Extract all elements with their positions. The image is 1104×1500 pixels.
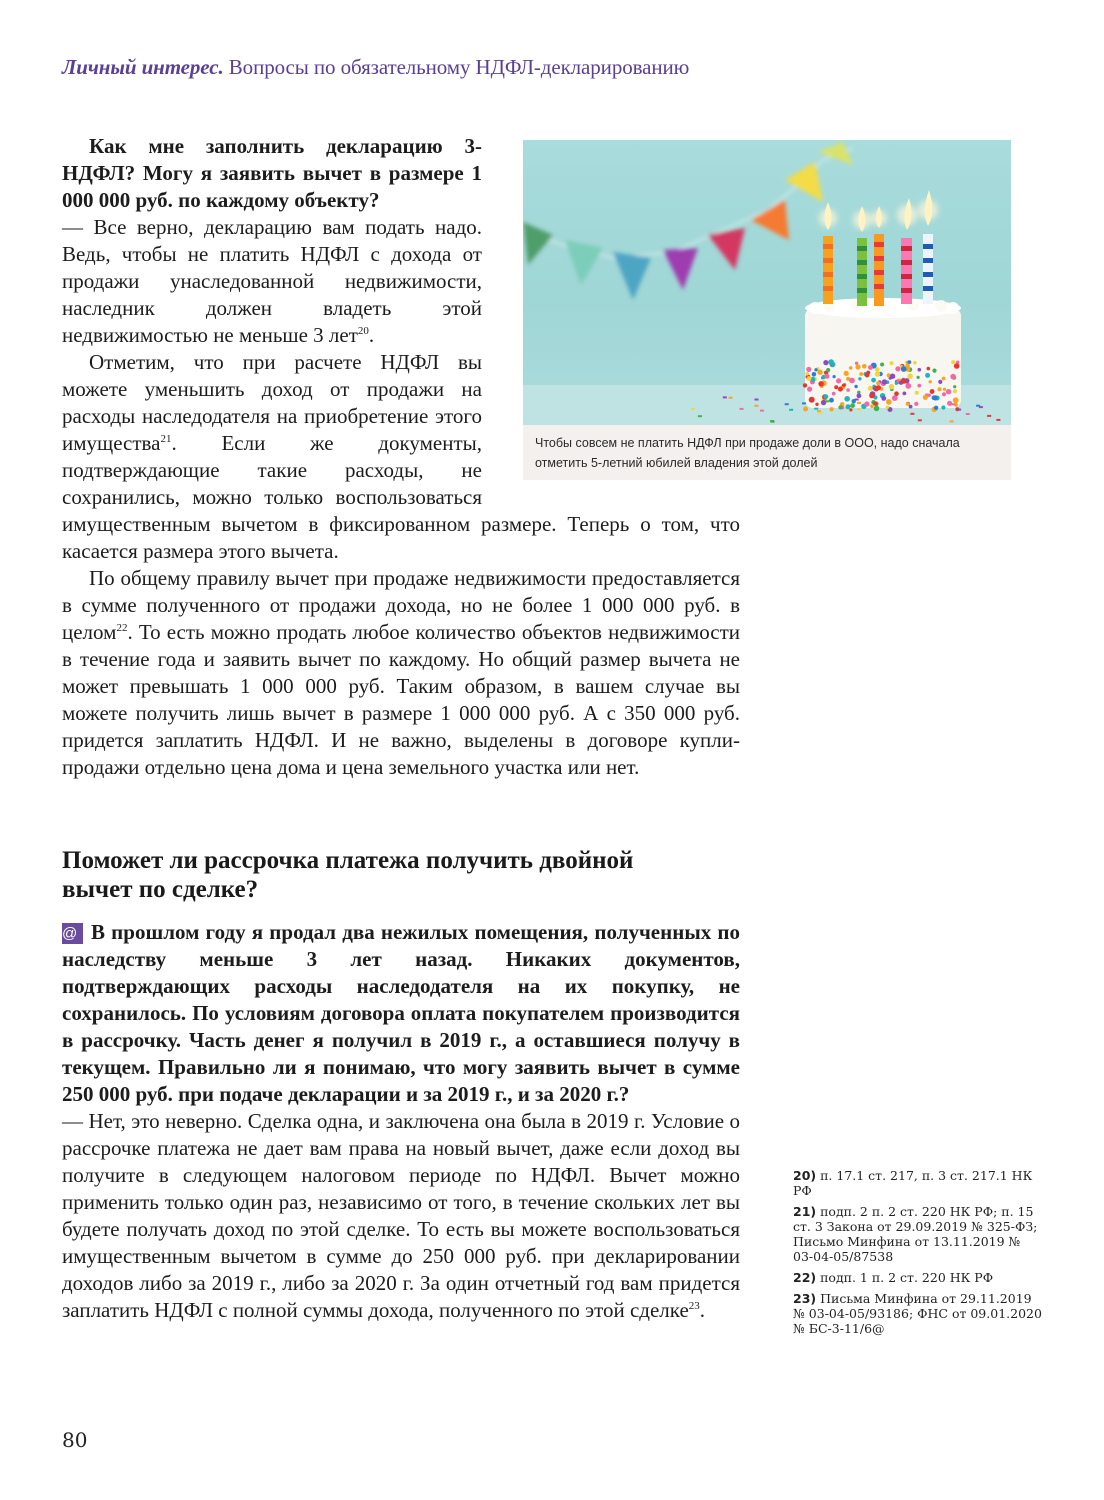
table-sprinkle bbox=[814, 408, 818, 410]
sprinkle bbox=[880, 363, 884, 367]
sprinkle bbox=[941, 405, 945, 409]
sprinkle bbox=[905, 383, 911, 389]
sprinkle bbox=[807, 387, 812, 392]
footnote-20 bbox=[793, 1168, 1043, 1198]
sprinkle bbox=[886, 406, 889, 409]
sprinkle bbox=[849, 408, 852, 411]
sprinkle bbox=[806, 367, 811, 372]
table-sprinkle bbox=[802, 402, 806, 404]
qa1-question: Как мне заполнить декларацию 3-НДФЛ? Могу я заявить вычет в размере 1 000 000 руб. по каждому объекту? bbox=[62, 134, 482, 212]
sprinkle bbox=[849, 378, 855, 384]
sprinkle bbox=[868, 365, 873, 370]
page-number: 80 bbox=[62, 1428, 88, 1452]
sprinkle bbox=[917, 384, 921, 388]
sprinkle bbox=[908, 360, 912, 364]
footnote-ref-20[interactable]: 20 bbox=[357, 325, 369, 337]
qa2 bbox=[62, 919, 740, 1324]
table-sprinkle bbox=[855, 399, 859, 401]
sprinkle bbox=[870, 404, 874, 408]
sprinkle bbox=[842, 384, 845, 387]
sprinkle bbox=[943, 388, 946, 391]
sprinkle bbox=[803, 383, 807, 387]
qa1-answer-p3 bbox=[62, 565, 740, 781]
sprinkle bbox=[954, 363, 960, 369]
sprinkle bbox=[859, 372, 863, 376]
sprinkle bbox=[871, 378, 876, 383]
sprinkle bbox=[824, 394, 829, 399]
sprinkle bbox=[815, 403, 818, 406]
sprinkle bbox=[876, 385, 881, 390]
sprinkle bbox=[915, 391, 919, 395]
table-sprinkle bbox=[818, 412, 822, 414]
sprinkle bbox=[807, 376, 812, 381]
footnote-23 bbox=[793, 1291, 1043, 1336]
sprinkle bbox=[929, 380, 932, 383]
table-sprinkle bbox=[755, 399, 759, 401]
footnote-number: 21) bbox=[793, 1204, 817, 1219]
candles bbox=[823, 234, 933, 306]
sprinkle bbox=[938, 380, 942, 384]
qa1-answer-p1-text: — Все верно, декларацию вам подать надо. Ведь, чтобы не платить НДФЛ с дохода от продажи унаследованной недвижимости, наследник должен владеть этой недвижимостью не меньше 3 лет bbox=[62, 215, 482, 347]
sprinkle bbox=[906, 402, 910, 406]
sprinkle bbox=[918, 368, 922, 372]
table-sprinkle bbox=[996, 419, 1000, 421]
sprinkle bbox=[909, 405, 913, 409]
table-sprinkle bbox=[910, 413, 914, 415]
sprinkle bbox=[875, 371, 880, 376]
sprinkle bbox=[927, 367, 931, 371]
footnote-ref-21[interactable]: 21 bbox=[160, 433, 172, 445]
sprinkle bbox=[814, 368, 817, 371]
sprinkle bbox=[850, 403, 855, 408]
table-sprinkle bbox=[754, 405, 758, 407]
table-sprinkle bbox=[789, 409, 793, 411]
sprinkle bbox=[890, 374, 895, 379]
running-head-section: Личный интерес. bbox=[62, 55, 224, 79]
sprinkle bbox=[828, 359, 834, 365]
sprinkle bbox=[892, 395, 898, 401]
sprinkle bbox=[895, 366, 900, 371]
sprinkle bbox=[811, 377, 815, 381]
table-sprinkle bbox=[950, 420, 954, 422]
sprinkle bbox=[889, 384, 894, 389]
sprinkle bbox=[895, 382, 898, 385]
sprinkle bbox=[817, 370, 822, 375]
sprinkle bbox=[953, 389, 957, 393]
sprinkle bbox=[942, 392, 946, 396]
qa1-narrow bbox=[62, 133, 482, 349]
sprinkle bbox=[873, 401, 877, 405]
sprinkle bbox=[805, 372, 809, 376]
sprinkle bbox=[947, 401, 952, 406]
sprinkle bbox=[833, 375, 836, 378]
table-sprinkle bbox=[957, 409, 961, 411]
sprinkle bbox=[928, 394, 931, 397]
footnote-text: подп. 1 п. 2 ст. 220 НК РФ bbox=[820, 1270, 994, 1285]
footnote-number: 20) bbox=[793, 1168, 817, 1183]
sprinkle bbox=[951, 360, 955, 364]
table-sprinkle bbox=[918, 419, 922, 421]
qa2-answer-end: . bbox=[699, 1298, 706, 1322]
candle-flames bbox=[819, 190, 938, 232]
sprinkle bbox=[834, 385, 838, 389]
sprinkle bbox=[874, 406, 880, 412]
table-sprinkle bbox=[976, 405, 980, 407]
qa1-answer-p1 bbox=[62, 214, 482, 349]
running-head-title: Вопросы по обязательному НДФЛ-декларированию bbox=[228, 55, 690, 79]
sprinkle bbox=[873, 387, 876, 390]
qa2-question bbox=[62, 919, 740, 1108]
sprinkle bbox=[889, 361, 893, 365]
sprinkle bbox=[862, 364, 867, 369]
table-sprinkle bbox=[857, 408, 861, 410]
sprinkle bbox=[818, 381, 823, 386]
qa2-question-text: В прошлом году я продал два нежилых помещения, полученных по наследству меньше 3 лет назад. Никаких документов, подтверждающих расходы наследодателя на их покупку, не сохранилось. По условиям договора оплата покупателем производится в рассрочку. Часть денег я получил в 2019 г., а оставшиеся получу в текущем. Правильно ли я понимаю, что могу заявить вычет в сумме 250 000 руб. при подаче декларации и за 2019 г., и за 2020 г.? bbox=[62, 920, 740, 1106]
bunting-flags bbox=[523, 142, 853, 300]
footnote-text: Письма Минфина от 29.11.2019 № 03-04-05/93186; ФНС от 09.01.2020 № БС-3-11/6@ bbox=[793, 1291, 1042, 1336]
sprinkle bbox=[932, 369, 936, 373]
qa2-answer bbox=[62, 1108, 740, 1324]
table-sprinkle bbox=[771, 421, 775, 423]
sprinkle bbox=[823, 360, 828, 365]
footnote-21 bbox=[793, 1204, 1043, 1264]
sprinkle bbox=[832, 392, 836, 396]
sprinkle bbox=[876, 381, 880, 385]
sprinkle bbox=[857, 393, 862, 398]
table-sprinkle bbox=[966, 413, 970, 415]
footnote-text: подп. 2 п. 2 ст. 220 НК РФ; п. 15 ст. 3 Закона от 29.09.2019 № 325-ФЗ; Письмо Минфина от 13.11.2019 № 03-04-05/87538 bbox=[793, 1204, 1038, 1264]
footnote-text: п. 17.1 ст. 217, п. 3 ст. 217.1 НК РФ bbox=[793, 1168, 1033, 1198]
footnote-ref-22[interactable]: 22 bbox=[116, 622, 128, 634]
section-title: Поможет ли рассрочка платежа получить двойной вычет по сделке? bbox=[62, 847, 634, 903]
figure-float-spacer bbox=[482, 349, 740, 511]
table-sprinkle bbox=[785, 403, 789, 405]
sprinkle bbox=[907, 374, 912, 379]
sprinkle bbox=[849, 366, 853, 370]
qa1-answer-p2-text: Отметим, что при расчете НДФЛ вы можете уменьшить доход от продажи на расходы наследодателя на приобретение этого имущества bbox=[62, 350, 482, 455]
sprinkle bbox=[809, 397, 815, 403]
sprinkle bbox=[942, 377, 946, 381]
footnotes bbox=[793, 1168, 1043, 1342]
sprinkle bbox=[846, 404, 851, 409]
qa1-answer-p2-text-b: . Если же документы, подтверждающие такие расходы, не сохранились, можно только воспользоваться имущественным вычетом в фиксированном размере. Теперь о том, что касается размера этого вычета. bbox=[62, 431, 740, 563]
sprinkle bbox=[864, 401, 869, 406]
sprinkle bbox=[886, 399, 892, 405]
sprinkle bbox=[930, 389, 935, 394]
table-sprinkle bbox=[857, 402, 861, 404]
sprinkle bbox=[836, 378, 841, 383]
sprinkle bbox=[869, 393, 874, 398]
footnote-22 bbox=[793, 1270, 1043, 1285]
sprinkle bbox=[901, 378, 907, 384]
footnote-ref-23[interactable]: 23 bbox=[688, 1300, 700, 1312]
sprinkle bbox=[917, 376, 920, 379]
sprinkle bbox=[844, 371, 849, 376]
sprinkle bbox=[953, 385, 956, 388]
sprinkle bbox=[914, 402, 918, 406]
sprinkle bbox=[829, 407, 833, 411]
sprinkle bbox=[865, 373, 870, 378]
sprinkle bbox=[855, 364, 860, 369]
sprinkle bbox=[846, 388, 850, 392]
sprinkle bbox=[854, 385, 857, 388]
sprinkle bbox=[933, 395, 938, 400]
sprinkle bbox=[838, 405, 842, 409]
sprinkle bbox=[858, 377, 861, 380]
sprinkle bbox=[803, 407, 808, 412]
footnote-number: 23) bbox=[793, 1291, 817, 1306]
sprinkle bbox=[903, 392, 907, 396]
sprinkle bbox=[812, 372, 817, 377]
sprinkle bbox=[946, 389, 951, 394]
table-sprinkle bbox=[952, 403, 956, 405]
sprinkle bbox=[925, 373, 930, 378]
sprinkle bbox=[938, 387, 942, 391]
sprinkle bbox=[838, 387, 843, 392]
table-sprinkle bbox=[760, 410, 764, 412]
running-head bbox=[62, 55, 689, 80]
sprinkle bbox=[934, 406, 938, 410]
qa1-continued bbox=[62, 349, 740, 781]
sprinkle bbox=[953, 397, 959, 403]
qa2-answer-text: — Нет, это неверно. Сделка одна, и заключена она была в 2019 г. Условие о рассрочке платежа не дает вам права на новый вычет, даже если доход вы получите в следующем налоговом периоде по НДФЛ. Вычет можно применить только один раз, независимо от того, в течение скольких лет вы будете получать доход по этой сделке. То есть вы можете воспользоваться имущественным вычетом в сумме до 250 000 руб. при декларировании доходов либо за 2019 г., либо за 2020 г. За один отчетный год вам придется заплатить НДФЛ с полной суммы дохода, полученного по этой сделке bbox=[62, 1109, 740, 1322]
sprinkle bbox=[950, 374, 956, 380]
table-sprinkle bbox=[825, 400, 829, 402]
sprinkle bbox=[826, 368, 830, 372]
qa1-answer-p1-end: . bbox=[368, 323, 375, 347]
table-sprinkle bbox=[740, 408, 744, 410]
qa1-answer-p3-text: По общему правилу вычет при продаже недвижимости предоставляется в сумме полученного от продажи дохода, но не более 1 000 000 руб. в целом bbox=[62, 566, 740, 644]
sprinkle bbox=[882, 379, 887, 384]
email-at-icon: @ bbox=[62, 923, 83, 944]
sprinkle bbox=[824, 374, 829, 379]
sprinkle bbox=[844, 396, 850, 402]
sprinkle bbox=[923, 395, 928, 400]
sprinkle bbox=[875, 367, 880, 372]
sprinkle bbox=[913, 361, 917, 365]
sprinkle bbox=[829, 398, 834, 403]
table-sprinkle bbox=[987, 415, 991, 417]
photo-caption: Чтобы совсем не платить НДФЛ при продаже доли в ООО, надо сначала отметить 5-летний юбилей владения этой долей bbox=[535, 436, 960, 470]
sprinkle bbox=[901, 366, 907, 372]
footnote-number: 22) bbox=[793, 1270, 817, 1285]
sprinkle bbox=[868, 386, 873, 391]
qa1-answer-p3-text-b: . То есть можно продать любое количество объектов недвижимости в течение года и заявить вычет по каждому. Но общий размер вычета не может превышать 1 000 000 руб. Таким образом, в вашем случае вы можете получить лишь вычет в размере 1 000 000 руб. А с 350 000 руб. придется заплатить НДФЛ. И не важно, выделены в договоре купли-продажи отдельно цена дома и цена земельного участка или нет. bbox=[62, 620, 740, 779]
sprinkle bbox=[881, 396, 886, 401]
